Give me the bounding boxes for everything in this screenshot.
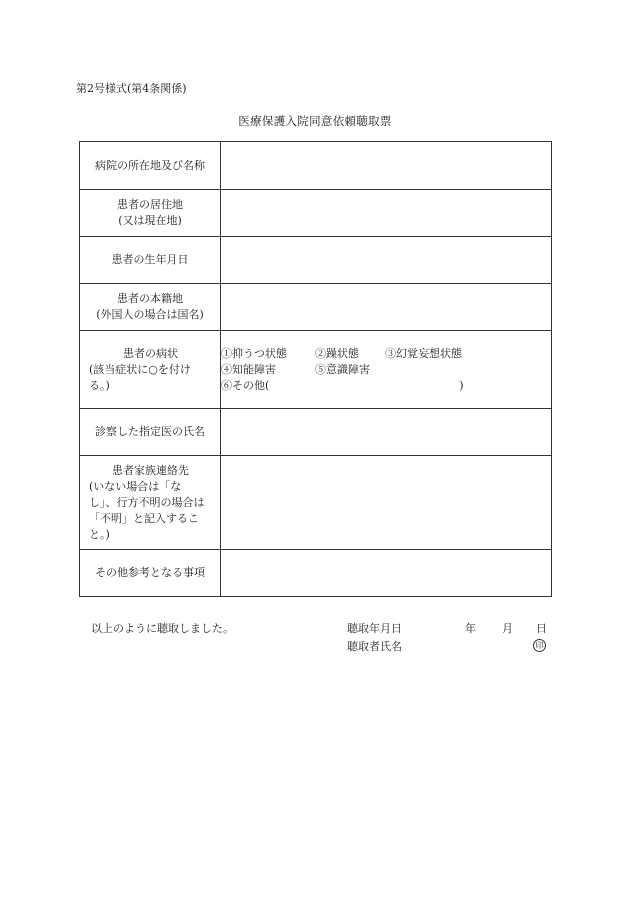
day-label[interactable]: 日 xyxy=(536,622,547,635)
interview-date-label: 聴取年月日 xyxy=(347,622,402,635)
label-residence xyxy=(80,190,221,237)
row-symptoms xyxy=(80,331,552,409)
footer-statement: 以上のように聴取しました。 xyxy=(91,622,234,635)
label-family-line4: 「不明」と記入するこ xyxy=(89,511,199,525)
label-symptoms xyxy=(80,331,221,409)
label-domicile-line1: 患者の本籍地 xyxy=(117,292,183,305)
row-domicile xyxy=(80,284,552,331)
label-family-line2: (いない場合は「な xyxy=(89,479,182,493)
symptom-option-intellectual[interactable]: ④知能障害 xyxy=(221,362,276,376)
form-number: 第2号様式(第4条関係) xyxy=(76,82,187,95)
label-symptoms-line1: 患者の病状 xyxy=(123,346,178,360)
symptom-other-close-paren: ) xyxy=(459,378,464,392)
label-family-line1: 患者家族連絡先 xyxy=(112,463,189,477)
label-family-line5: と。) xyxy=(89,527,110,541)
label-residence-line1: 患者の居住地 xyxy=(117,198,183,211)
label-family xyxy=(80,456,221,550)
label-residence-line2: (又は現在地) xyxy=(118,214,182,227)
label-family-line3: し」、行方不明の場合は xyxy=(89,495,205,509)
month-label[interactable]: 月 xyxy=(502,622,513,635)
field-symptoms xyxy=(221,331,552,409)
row-birthdate xyxy=(80,237,552,284)
symptom-option-other[interactable]: ⑥その他( xyxy=(221,378,270,392)
field-hospital[interactable] xyxy=(221,142,552,190)
symptom-option-mania[interactable]: ②躁状態 xyxy=(315,346,359,360)
consent-form-table xyxy=(79,141,552,597)
symptom-option-hallucination[interactable]: ③幻覚妄想状態 xyxy=(385,346,462,360)
row-other xyxy=(80,550,552,597)
field-family[interactable] xyxy=(221,456,552,550)
label-domicile xyxy=(80,284,221,331)
label-hospital: 病院の所在地及び名称 xyxy=(80,142,221,190)
field-other[interactable] xyxy=(221,550,552,597)
year-label[interactable]: 年 xyxy=(465,622,476,635)
label-domicile-line2: (外国人の場合は国名) xyxy=(96,308,204,321)
field-domicile[interactable] xyxy=(221,284,552,331)
interviewer-name-label: 聴取者氏名 xyxy=(347,640,402,653)
row-doctor xyxy=(80,409,552,456)
symptom-option-depression[interactable]: ①抑うつ状態 xyxy=(221,346,287,360)
row-hospital xyxy=(80,142,552,190)
label-symptoms-line2: (該当症状に○を付け xyxy=(89,362,191,376)
seal-icon: 印 xyxy=(533,639,546,652)
field-birthdate[interactable] xyxy=(221,237,552,284)
field-residence[interactable] xyxy=(221,190,552,237)
field-doctor[interactable] xyxy=(221,409,552,456)
row-residence xyxy=(80,190,552,237)
label-doctor: 診察した指定医の氏名 xyxy=(80,409,221,456)
seal-mark xyxy=(533,638,546,652)
symptom-option-consciousness[interactable]: ⑤意識障害 xyxy=(315,362,370,376)
label-birthdate: 患者の生年月日 xyxy=(80,237,221,284)
row-family xyxy=(80,456,552,550)
page-title: 医療保護入院同意依頼聴取票 xyxy=(238,114,392,128)
label-other: その他参考となる事項 xyxy=(80,550,221,597)
label-symptoms-line3: る。) xyxy=(89,378,110,392)
